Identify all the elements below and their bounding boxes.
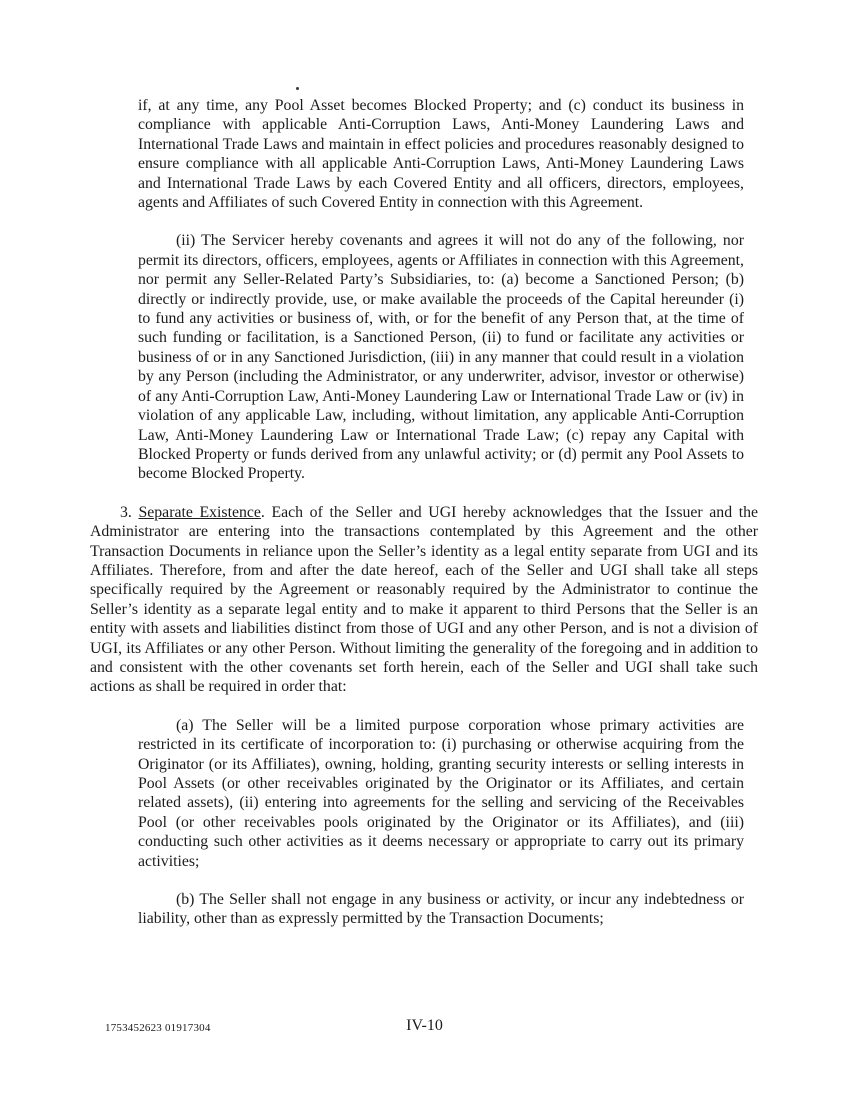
- footer-document-id: 1753452623 01917304: [105, 1022, 211, 1034]
- section-3-number: 3.: [120, 503, 139, 521]
- paragraph-section-3: [90, 503, 758, 697]
- paragraph-clause-a: (a) The Seller will be a limited purpose corporation whose primary activities are restricted in its certificate of incorporation to: (i) purchasing or otherwise acquiring from the Originator (or its Affiliates), owning, holding, granting security interests or selling interests in Pool Assets (or other receivables originated by the Originator or its Affiliates, and certain related assets), (ii) entering into agreements for the selling and servicing of the Receivables Pool (or other receivables pools originated by the Originator or its Affiliates), and (iii) conducting such other activities as it deems necessary or appropriate to carry out its primary activities;: [138, 716, 744, 870]
- section-3-text: . Each of the Seller and UGI hereby acknowledges that the Issuer and the Administrator are entering into the transactions contemplated by this Agreement and the other Transaction Documents in reliance upon the Seller’s identity as a legal entity separate from UGI and its Affiliates. Therefore, from and after the date hereof, each of the Seller and UGI shall take all steps specifically required by the Agreement or reasonably required by the Administrator to continue the Seller’s identity as a separate legal entity and to make it apparent to third Persons that the Seller is an entity with assets and liabilities distinct from those of UGI and any other Person, and is not a division of UGI, its Affiliates or any other Person. Without limiting the generality of the foregoing and in addition to and consistent with the other covenants set forth herein, each of the Seller and UGI shall take such actions as shall be required in order that:: [90, 503, 759, 696]
- section-3-heading: Separate Existence: [138, 503, 261, 521]
- paragraph-clause-b: (b) The Seller shall not engage in any business or activity, or incur any indebtedness or liability, other than as expressly permitted by the Transaction Documents;: [138, 891, 744, 928]
- page-body: [90, 96, 758, 929]
- footer-page-number: IV-10: [406, 1017, 443, 1034]
- paragraph-covenant-ii: (ii) The Servicer hereby covenants and agrees it will not do any of the following, nor permit its directors, officers, employees, agents or Affiliates in connection with this Agreement, nor permit any Seller-Related Party’s Subsidiaries, to: (a) become a Sanctioned Person; (b) directly or indirectly provide, use, or make available the proceeds of the Capital hereunder (i) to fund any activities or business of, with, or for the benefit of any Person that, at the time of such funding or facilitation, is a Sanctioned Person, (ii) to fund or facilitate any activities or business of or in any Sanctioned Jurisdiction, (iii) in any manner that could result in a violation by any Person (including the Administrator, or any underwriter, advisor, investor or otherwise) of any Anti-Corruption Law, Anti-Money Laundering Law or International Trade Law or (iv) in violation of any applicable Law, including, without limitation, any applicable Anti-Corruption Law, Anti-Money Laundering Law or International Trade Law; (c) repay any Capital with Blocked Property or funds derived from any unlawful activity; or (d) permit any Pool Assets to become Blocked Property.: [138, 232, 744, 483]
- paragraph-covenant-continuation: if, at any time, any Pool Asset becomes Blocked Property; and (c) conduct its business in compliance with applicable Anti-Corruption Laws, Anti-Money Laundering Laws and International Trade Laws and maintain in effect policies and procedures reasonably designed to ensure compliance with all applicable Anti-Corruption Laws, Anti-Money Laundering Laws and International Trade Laws by each Covered Entity and all officers, directors, employees, agents and Affiliates of such Covered Entity in connection with this Agreement.: [138, 97, 744, 212]
- scan-artifact-dot: [296, 87, 299, 90]
